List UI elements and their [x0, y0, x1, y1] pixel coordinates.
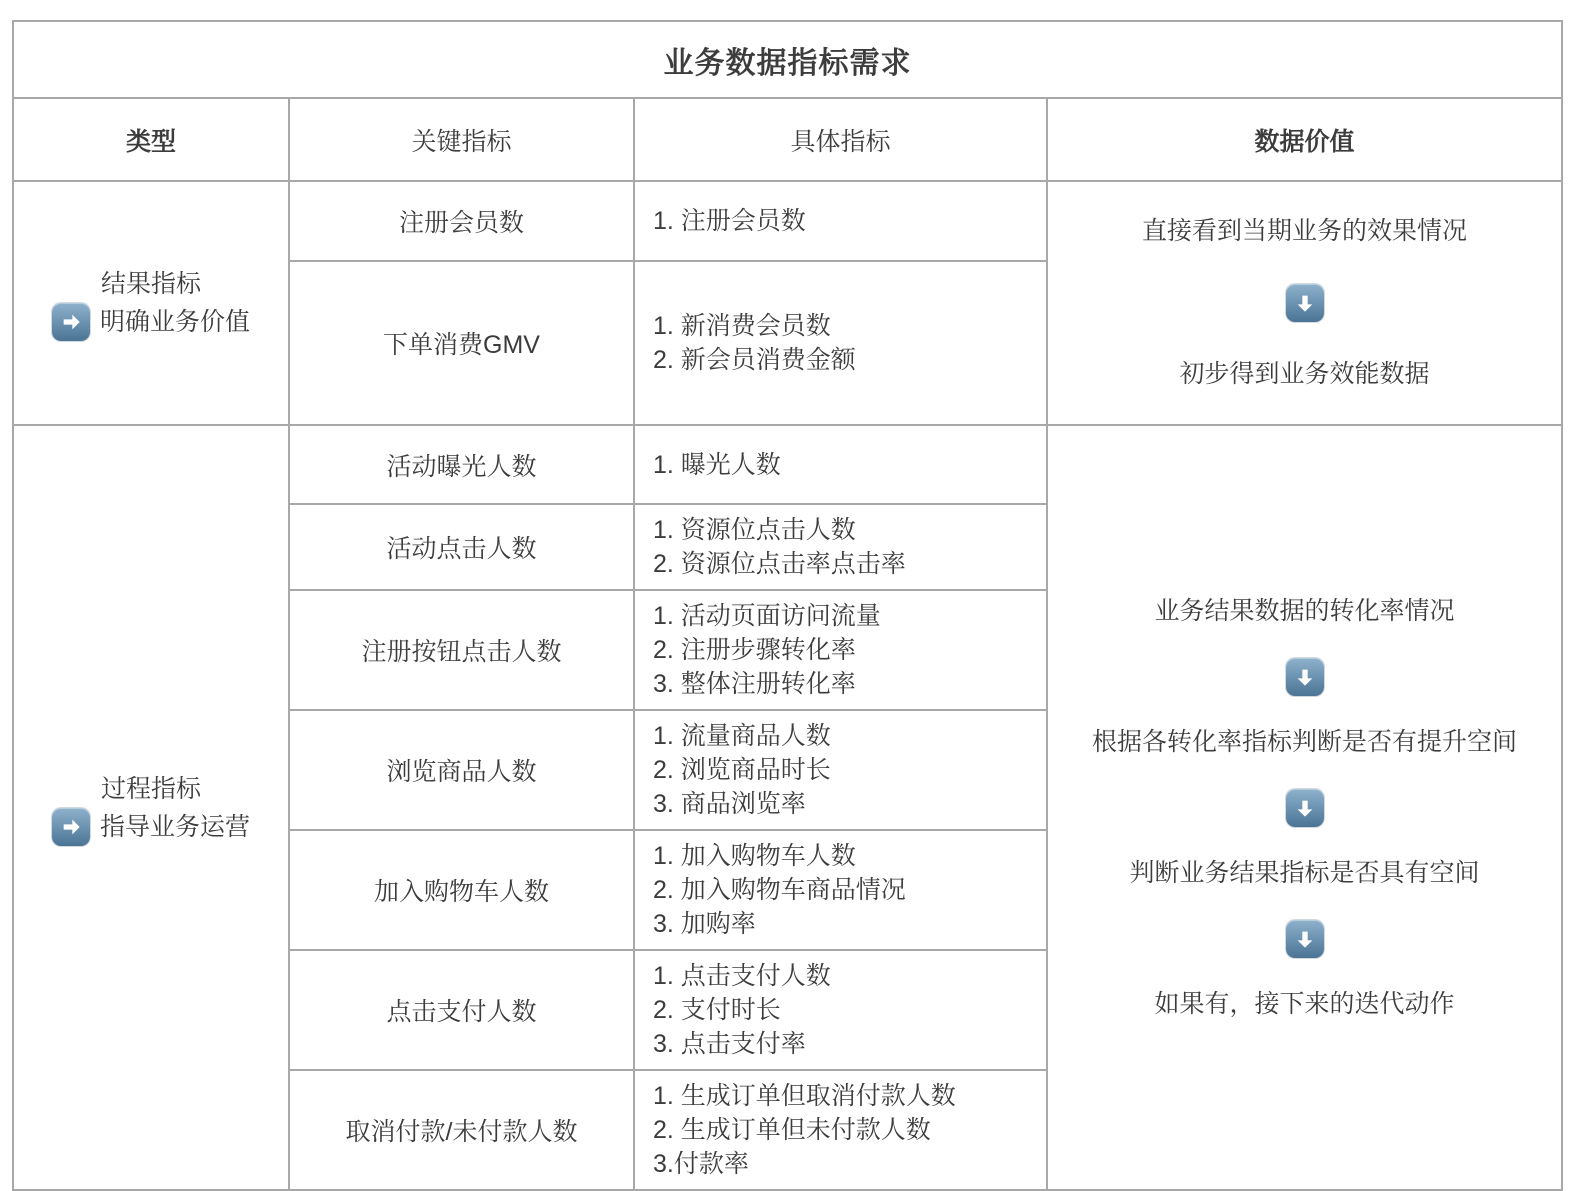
right-arrow-icon: [52, 303, 90, 341]
key-metric-cell: 取消付款/未付款人数: [289, 1070, 634, 1190]
key-metric-cell: 下单消费GMV: [289, 261, 634, 425]
specific-metric-item: 3. 整体注册转化率: [653, 670, 856, 698]
key-metric-cell: 注册会员数: [289, 181, 634, 261]
down-arrow-icon: [1286, 920, 1324, 958]
data-value-step: 如果有，接下来的迭代动作: [1154, 989, 1455, 1018]
specific-metric-cell: [634, 830, 1047, 950]
key-metric-cell: 活动点击人数: [289, 504, 634, 590]
type-cell-process: [13, 425, 289, 1190]
specific-metric-item: 1. 生成订单但取消付款人数: [653, 1082, 956, 1110]
specific-metric-cell: [634, 710, 1047, 830]
metrics-table: [12, 20, 1563, 1191]
type-process-label: 过程指标: [100, 774, 201, 803]
data-value-step: 直接看到当期业务的效果情况: [1141, 217, 1467, 245]
down-arrow-icon: [1286, 658, 1324, 696]
type-result-label: 结果指标: [100, 270, 201, 298]
specific-metric-item: 3. 点击支付率: [653, 1030, 806, 1058]
data-value-step: 业务结果数据的转化率情况: [1154, 596, 1455, 625]
data-value-cell-process: [1047, 425, 1562, 1190]
type-process-subtitle: 指导业务运营: [99, 812, 250, 841]
specific-metric-item: 1. 曝光人数: [653, 450, 781, 479]
specific-metric-item: 2. 新会员消费金额: [653, 346, 856, 374]
header-type: 类型: [13, 98, 289, 181]
key-metric-cell: 注册按钮点击人数: [289, 590, 634, 710]
down-arrow-icon: [1286, 789, 1324, 827]
specific-metric-item: 1. 资源位点击人数: [653, 516, 856, 544]
specific-metric-item: 1. 点击支付人数: [653, 962, 831, 990]
specific-metric-item: 1. 新消费会员数: [653, 312, 831, 340]
specific-metric-cell: [634, 504, 1047, 590]
specific-metric-item: 2. 生成订单但未付款人数: [653, 1116, 931, 1144]
specific-metric-item: 1. 注册会员数: [653, 207, 806, 235]
right-arrow-icon: [52, 808, 90, 846]
specific-metric-item: 1. 流量商品人数: [653, 722, 831, 750]
specific-metric-item: 2. 支付时长: [653, 996, 781, 1024]
key-metric-cell: 点击支付人数: [289, 950, 634, 1070]
specific-metric-item: 2. 浏览商品时长: [653, 756, 831, 784]
data-value-step: 判断业务结果指标是否具有空间: [1129, 858, 1480, 887]
specific-metric-item: 3.付款率: [653, 1150, 749, 1178]
specific-metric-item: 2. 资源位点击率点击率: [653, 550, 906, 578]
data-value-step: 根据各转化率指标判断是否有提升空间: [1091, 727, 1517, 756]
specific-metric-item: 3. 商品浏览率: [653, 790, 806, 818]
specific-metric-item: 1. 加入购物车人数: [653, 842, 856, 870]
specific-metric-item: 1. 活动页面访问流量: [653, 602, 881, 630]
specific-metric-cell: [634, 590, 1047, 710]
table-title: 业务数据指标需求: [13, 21, 1562, 98]
specific-metric-cell: [634, 425, 1047, 504]
down-arrow-icon: [1286, 284, 1324, 322]
specific-metric-cell: [634, 261, 1047, 425]
type-cell-result: [13, 181, 289, 425]
specific-metric-item: 2. 加入购物车商品情况: [653, 876, 906, 904]
specific-metric-cell: [634, 950, 1047, 1070]
specific-metric-cell: [634, 181, 1047, 261]
header-specific-metric: 具体指标: [634, 98, 1047, 181]
specific-metric-cell: [634, 1070, 1047, 1190]
specific-metric-item: 2. 注册步骤转化率: [653, 636, 856, 664]
type-result-subtitle: 明确业务价值: [99, 308, 250, 336]
specific-metric-item: 3. 加购率: [653, 910, 756, 938]
key-metric-cell: 加入购物车人数: [289, 830, 634, 950]
header-key-metric: 关键指标: [289, 98, 634, 181]
key-metric-cell: 活动曝光人数: [289, 425, 634, 504]
header-data-value: 数据价值: [1047, 98, 1562, 181]
key-metric-cell: 浏览商品人数: [289, 710, 634, 830]
data-value-cell-result: [1047, 181, 1562, 425]
data-value-step: 初步得到业务效能数据: [1179, 360, 1430, 388]
